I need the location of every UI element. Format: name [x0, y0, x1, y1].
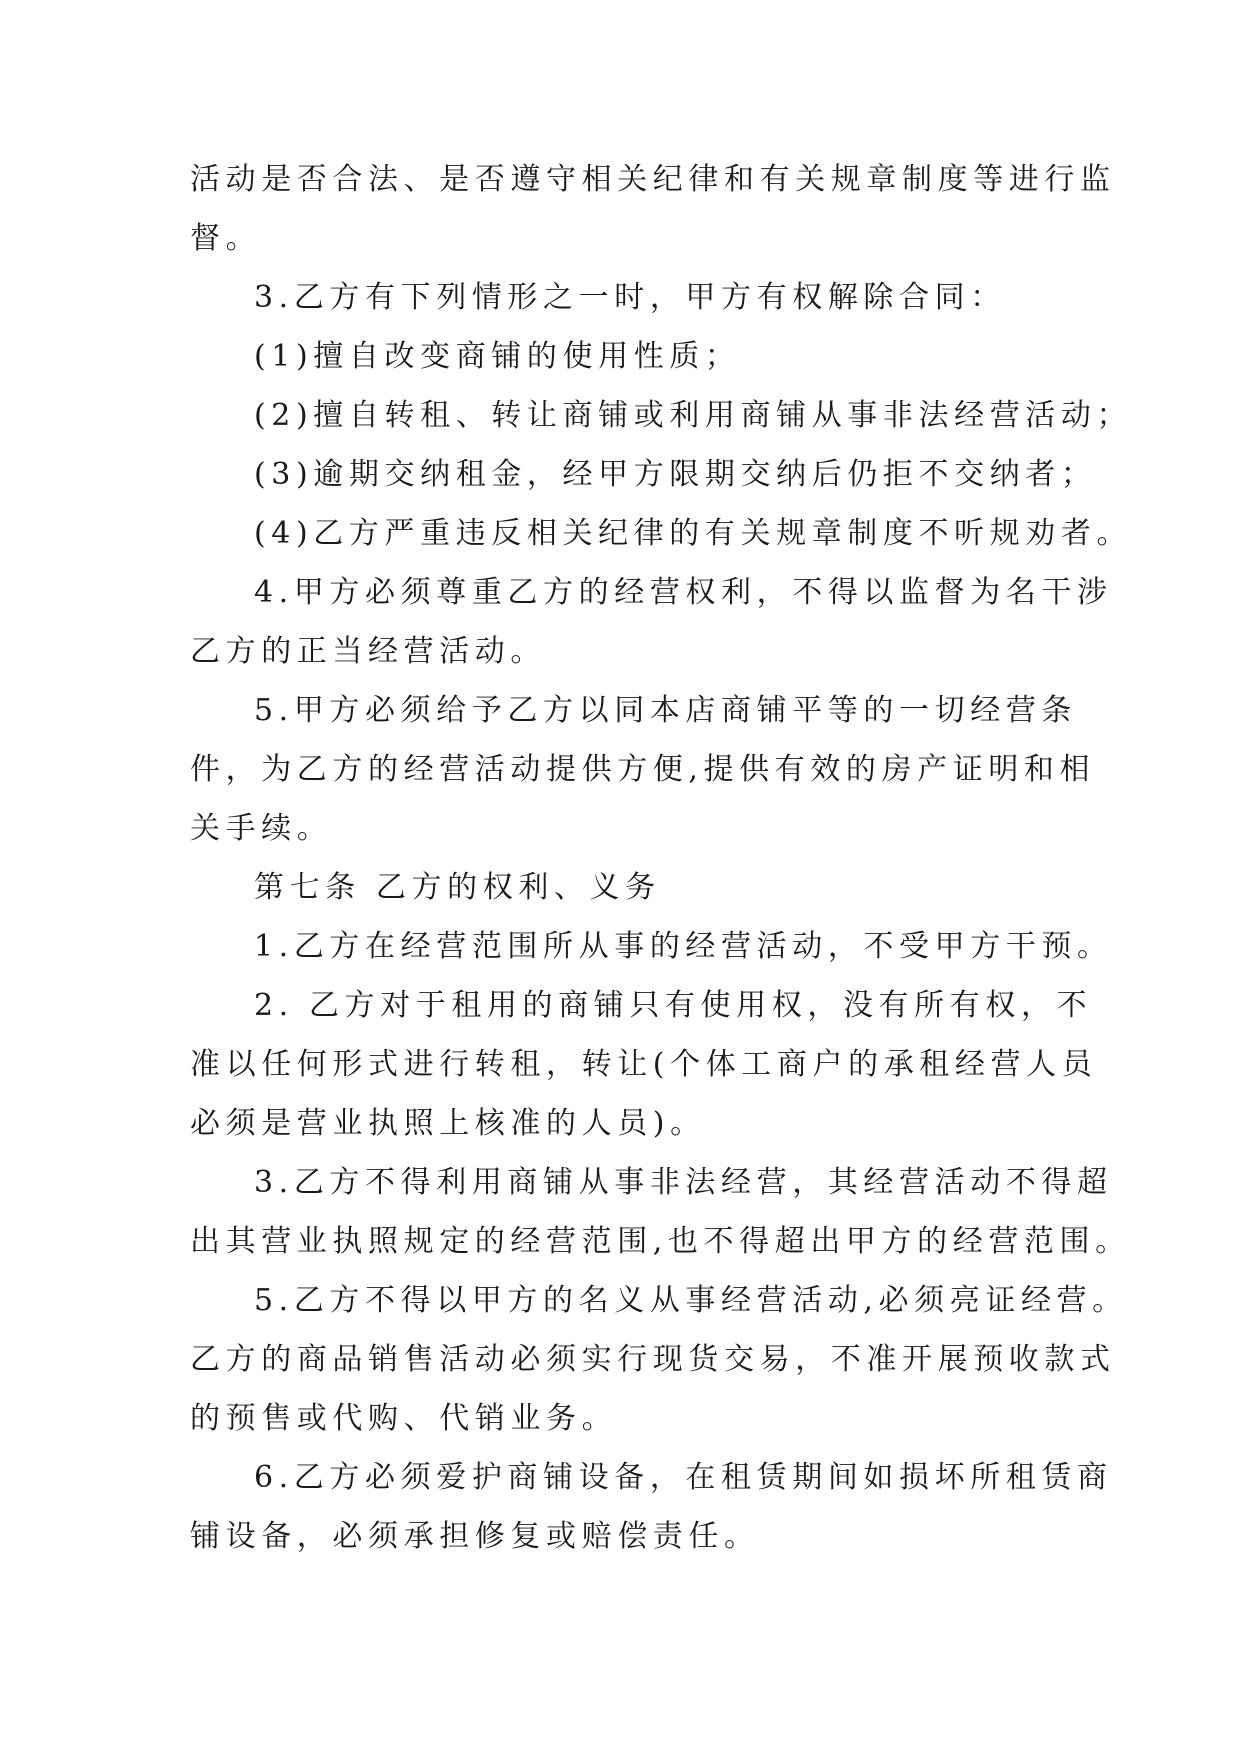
text-line: 1.乙方在经营范围所从事的经营活动，不受甲方干预。: [254, 929, 1113, 964]
text-line: 2. 乙方对于租用的商铺只有使用权，没有所有权，不: [254, 988, 1093, 1023]
text-line: (2)擅自转租、转让商铺或利用商铺从事非法经营活动；: [254, 398, 1133, 433]
text-line: 必须是营业执照上核准的人员)。: [190, 1106, 706, 1141]
text-line: 乙方的商品销售活动必须实行现货交易，不准开展预收款式: [190, 1342, 1116, 1377]
text-line: 5.甲方必须给予乙方以同本店商铺平等的一切经营条: [254, 693, 1078, 728]
text-line: 乙方的正当经营活动。: [190, 634, 546, 669]
text-line: 铺设备，必须承担修复或赔偿责任。: [190, 1519, 760, 1554]
text-line: 督。: [190, 221, 262, 256]
text-line: 5.乙方不得以甲方的名义从事经营活动,必须亮证经营。: [254, 1283, 1128, 1318]
text-line: (3)逾期交纳租金，经甲方限期交纳后仍拒不交纳者；: [254, 457, 1097, 492]
text-line: (4)乙方严重违反相关纪律的有关规章制度不听规劝者。: [254, 516, 1133, 551]
text-line: 3.乙方不得利用商铺从事非法经营，其经营活动不得超: [254, 1165, 1113, 1200]
document-page: [190, 150, 1133, 1566]
text-line: 的预售或代购、代销业务。: [190, 1401, 618, 1436]
text-line: 活动是否合法、是否遵守相关纪律和有关规章制度等进行监: [190, 162, 1116, 197]
text-line: 4.甲方必须尊重乙方的经营权利，不得以监督为名干涉: [254, 575, 1113, 610]
text-line: (1)擅自改变商铺的使用性质；: [254, 339, 741, 374]
text-line: 出其营业执照规定的经营范围,也不得超出甲方的经营范围。: [190, 1224, 1131, 1259]
text-line: 3.乙方有下列情形之一时，甲方有权解除合同：: [254, 280, 1006, 315]
text-line: 准以任何形式进行转租，转让(个体工商户的承租经营人员: [190, 1047, 1098, 1082]
text-line: 关手续。: [190, 811, 333, 846]
section-heading: 第七条 乙方的权利、义务: [254, 870, 661, 905]
text-line: 件，为乙方的经营活动提供方便,提供有效的房产证明和相: [190, 752, 1096, 787]
text-line: 6.乙方必须爱护商铺设备，在租赁期间如损坏所租赁商: [254, 1460, 1113, 1495]
